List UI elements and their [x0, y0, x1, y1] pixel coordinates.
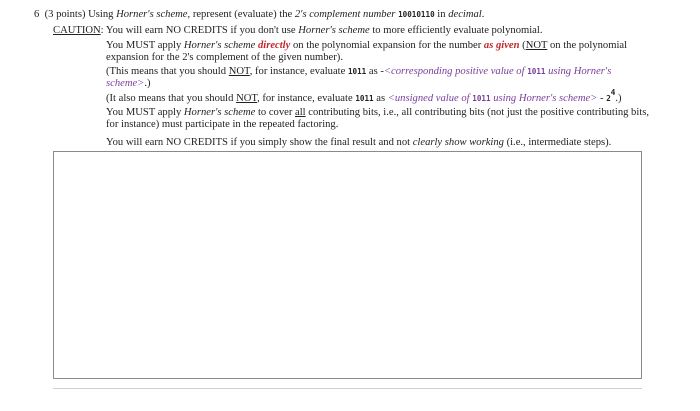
not-emphasis: NOT — [525, 40, 548, 51]
instruction-text: You will earn NO CREDITS if you simply show the final result and not — [106, 137, 413, 148]
instruction-example-negation — [106, 66, 654, 90]
method-name: Horner's scheme — [183, 107, 256, 118]
instruction-text: .) — [615, 93, 622, 104]
instruction-example-subtraction — [106, 88, 654, 105]
instruction-text: (It also means that you should — [106, 93, 237, 104]
placeholder-text: <corresponding positive value of — [383, 66, 528, 77]
power-base: 2 — [606, 94, 611, 103]
divider — [53, 388, 642, 389]
binary-example: 1011 — [472, 94, 491, 103]
instruction-text: (i.e., intermediate steps). — [503, 137, 612, 148]
method-name: Horner's scheme — [183, 40, 256, 51]
instruction-text: , for instance, evaluate — [257, 93, 356, 104]
instruction-text: .) — [144, 78, 151, 90]
question-statement — [34, 9, 484, 21]
question-text: . — [481, 9, 485, 20]
show-working-emphasis: clearly show working — [412, 137, 504, 148]
as-given-emphasis: as given — [483, 40, 520, 51]
binary-example: 1011 — [347, 67, 367, 76]
directly-emphasis: directly — [257, 40, 291, 51]
instruction-text: , for instance, evaluate — [249, 66, 348, 77]
placeholder-text: using Horner's scheme> — [490, 93, 598, 104]
instruction-text: - — [597, 93, 607, 104]
not-emphasis: NOT — [236, 93, 258, 104]
binary-number: 10010110 — [398, 10, 435, 19]
instruction-text: You MUST apply — [106, 40, 184, 51]
caution-statement — [53, 25, 542, 37]
not-emphasis: NOT — [228, 66, 250, 77]
instruction-text: (This means that you should — [106, 66, 229, 77]
method-name: Horner's scheme — [298, 25, 370, 36]
instruction-show-working — [106, 137, 654, 149]
instruction-text: on the polynomial expansion for the 2's complement of the given number). — [106, 40, 628, 64]
instruction-text: on the polynomial expansion for the number — [290, 40, 484, 51]
instruction-text: as — [373, 93, 388, 104]
instruction-text: You MUST apply — [106, 107, 184, 118]
answer-box[interactable] — [53, 151, 642, 379]
binary-example: 1011 — [355, 94, 374, 103]
instruction-text: to cover — [255, 107, 296, 118]
all-emphasis: all — [295, 107, 306, 118]
placeholder-text: <unsigned value of — [387, 93, 473, 104]
question-number: 6 — [34, 9, 40, 20]
instruction-all-bits — [106, 107, 654, 131]
instruction-text: ( — [519, 40, 526, 51]
instruction-directly — [106, 40, 654, 64]
placeholder-text: using Horner's scheme> — [106, 66, 612, 90]
target-base: decimal — [448, 9, 482, 20]
caution-label: CAUTION — [53, 25, 101, 36]
caution-text: : You will earn NO CREDITS if you don't use — [100, 25, 299, 36]
power-exponent: 4 — [610, 88, 616, 98]
question-text: in — [434, 9, 449, 20]
instruction-text: as - — [366, 66, 384, 77]
question-points: (3 points) — [44, 9, 86, 20]
question-text: Using — [85, 9, 117, 20]
method-name: Horner's scheme — [116, 9, 188, 20]
binary-example: 1011 — [527, 67, 546, 76]
caution-text: to more efficiently evaluate polynomial. — [369, 25, 543, 36]
question-text: , represent (evaluate) the — [187, 9, 295, 20]
instruction-text: contributing bits, i.e., all contributing bits (not just the positive contributing bits, for instance) must participate in the repeated factoring. — [106, 107, 650, 131]
representation-name: 2's complement number — [294, 9, 396, 20]
